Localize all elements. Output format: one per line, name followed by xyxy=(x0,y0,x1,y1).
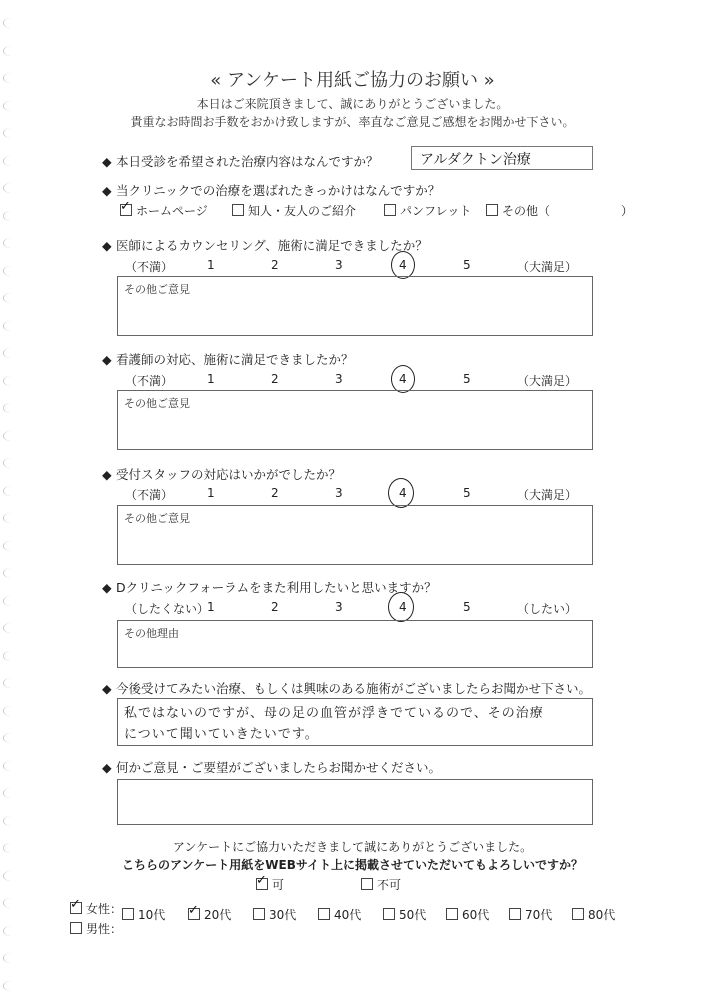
age-60s[interactable]: 60代 xyxy=(446,906,489,923)
scale-3[interactable]: 3 xyxy=(335,600,343,614)
binder-hole-icon xyxy=(3,596,18,606)
checkbox-icon[interactable] xyxy=(383,908,395,920)
binder-hole-icon xyxy=(3,953,18,963)
web-permission-yes[interactable]: ✓可 xyxy=(256,876,284,893)
question-6-text: Dクリニックフォーラムをまた利用したいと思いますか？ xyxy=(116,580,437,595)
q5-comment-label: その他ご意見 xyxy=(124,512,190,525)
binder-hole-icon xyxy=(3,183,18,193)
scale-high-label: （大満足） xyxy=(517,488,578,502)
binder-hole-icon xyxy=(3,706,18,716)
question-3-text: 医師によるカウンセリング、施術に満足できましたか？ xyxy=(116,238,428,253)
q6-comment-box[interactable] xyxy=(117,620,593,668)
selected-circle xyxy=(388,478,414,508)
q3-comment-label: その他ご意見 xyxy=(124,283,190,296)
age-10s[interactable]: 10代 xyxy=(122,906,165,923)
q1-answer: アルダクトン治療 xyxy=(420,152,531,168)
scale-low-label: （したくない） xyxy=(125,602,210,616)
binder-hole-icon xyxy=(3,981,18,991)
binder-hole-icon xyxy=(3,431,18,441)
q8-answer-box[interactable] xyxy=(117,779,593,825)
scale-4[interactable]: 4 xyxy=(399,258,407,272)
diamond-icon: ◆ xyxy=(102,580,112,595)
binder-hole-icon xyxy=(3,816,18,826)
scale-low-label: （不満） xyxy=(125,374,174,388)
question-5-text: 受付スタッフの対応はいかがでしたか？ xyxy=(116,467,342,482)
scale-3[interactable]: 3 xyxy=(335,486,343,500)
scale-3[interactable]: 3 xyxy=(335,258,343,272)
binder-hole-icon xyxy=(3,266,18,276)
binder-hole-icon xyxy=(3,788,18,798)
checkbox-icon[interactable] xyxy=(256,878,268,890)
scale-4[interactable]: 4 xyxy=(399,486,407,500)
option-homepage[interactable]: ✓ホームページ xyxy=(120,202,208,219)
q7-answer-box[interactable] xyxy=(117,698,593,746)
binder-hole-icon xyxy=(3,238,18,248)
scale-low-label: （不満） xyxy=(125,260,174,274)
intro-line-1: 本日はご来院頂きまして、誠にありがとうございました。 xyxy=(196,97,509,111)
checkbox-icon[interactable] xyxy=(486,204,498,216)
diamond-icon: ◆ xyxy=(102,352,112,367)
checkbox-icon[interactable] xyxy=(446,908,458,920)
age-40s[interactable]: 40代 xyxy=(318,906,361,923)
q6-comment-label: その他理由 xyxy=(124,627,179,640)
binder-hole-icon xyxy=(3,761,18,771)
scale-2[interactable]: 2 xyxy=(271,600,279,614)
checkbox-icon[interactable] xyxy=(318,908,330,920)
question-1 xyxy=(102,152,379,170)
binder-hole-icon xyxy=(3,733,18,743)
binder-hole-icon xyxy=(3,678,18,688)
binder-hole-icon xyxy=(3,568,18,578)
diamond-icon: ◆ xyxy=(102,760,112,775)
scale-1[interactable]: 1 xyxy=(207,258,215,272)
age-80s[interactable]: 80代 xyxy=(572,906,615,923)
scale-2[interactable]: 2 xyxy=(271,372,279,386)
checkbox-icon[interactable] xyxy=(509,908,521,920)
question-2 xyxy=(102,181,440,199)
age-30s[interactable]: 30代 xyxy=(253,906,296,923)
question-4-text: 看護師の対応、施術に満足できましたか？ xyxy=(116,352,354,367)
binder-hole-icon xyxy=(3,348,18,358)
binder-hole-icon xyxy=(3,18,18,28)
scale-2[interactable]: 2 xyxy=(271,486,279,500)
age-50s[interactable]: 50代 xyxy=(383,906,426,923)
diamond-icon: ◆ xyxy=(102,183,112,198)
q4-comment-label: その他ご意見 xyxy=(124,397,190,410)
option-referral[interactable]: 知人・友人のご紹介 xyxy=(232,202,356,219)
binder-hole-icon xyxy=(3,376,18,386)
q5-comment-box[interactable] xyxy=(117,505,593,565)
gender-male[interactable]: 男性： xyxy=(70,920,122,937)
checkbox-icon[interactable] xyxy=(70,902,82,914)
scale-low-label: （不満） xyxy=(125,488,174,502)
selected-circle xyxy=(391,365,415,393)
scale-3[interactable]: 3 xyxy=(335,372,343,386)
checkbox-icon[interactable] xyxy=(361,878,373,890)
binder-hole-icon xyxy=(3,211,18,221)
diamond-icon: ◆ xyxy=(102,238,112,253)
binder-hole-icon xyxy=(3,46,18,56)
checkbox-icon[interactable] xyxy=(120,204,132,216)
binder-hole-icon xyxy=(3,458,18,468)
q7-answer-line-1: 私ではないのですが、母の足の血管が浮きでているので、その治療 xyxy=(124,706,544,721)
checkbox-icon[interactable] xyxy=(253,908,265,920)
scale-high-label: （大満足） xyxy=(517,260,578,274)
binder-hole-icon xyxy=(3,293,18,303)
diamond-icon: ◆ xyxy=(102,681,112,696)
binder-hole-icon xyxy=(3,651,18,661)
checkbox-icon[interactable] xyxy=(384,204,396,216)
diamond-icon: ◆ xyxy=(102,467,112,482)
scale-high-label: （したい） xyxy=(517,602,578,616)
age-70s[interactable]: 70代 xyxy=(509,906,552,923)
diamond-icon: ◆ xyxy=(102,154,112,169)
binder-hole-icon xyxy=(3,486,18,496)
binder-hole-icon xyxy=(3,513,18,523)
option-pamphlet[interactable]: パンフレット xyxy=(384,202,471,219)
checkbox-icon[interactable] xyxy=(70,922,82,934)
q3-comment-box[interactable] xyxy=(117,276,593,336)
checkbox-icon[interactable] xyxy=(572,908,584,920)
closing-thanks: アンケートにご協力いただきまして誠にありがとうございました。 xyxy=(172,840,533,854)
selected-circle xyxy=(388,592,414,622)
question-7 xyxy=(102,679,591,697)
checkbox-icon[interactable] xyxy=(188,908,200,920)
scale-5[interactable]: 5 xyxy=(463,258,471,272)
binder-hole-icon xyxy=(3,403,18,413)
q4-comment-box[interactable] xyxy=(117,390,593,450)
option-other[interactable]: その他（ xyxy=(486,202,550,219)
binder-hole-icon xyxy=(3,623,18,633)
question-2-text: 当クリニックでの治療を選ばれたきっかけはなんですか？ xyxy=(116,183,441,198)
question-5 xyxy=(102,465,341,483)
question-4 xyxy=(102,350,354,368)
scale-5[interactable]: 5 xyxy=(463,486,471,500)
binder-hole-icon xyxy=(3,321,18,331)
scale-1[interactable]: 1 xyxy=(207,486,215,500)
age-20s[interactable]: ✓ 20代 xyxy=(188,906,231,923)
scale-high-label: （大満足） xyxy=(517,374,578,388)
binder-hole-icon xyxy=(3,898,18,908)
binder-hole-icon xyxy=(3,926,18,936)
question-6 xyxy=(102,578,437,596)
web-permission-no[interactable]: 不可 xyxy=(361,876,401,893)
closing-web-question: こちらのアンケート用紙をWEBサイト上に掲載させていただいてもよろしいですか？ xyxy=(121,858,584,872)
scale-5[interactable]: 5 xyxy=(463,372,471,386)
gender-female[interactable]: ✓女性： xyxy=(70,900,122,917)
question-8-text: 何かご意見・ご要望がございましたらお聞かせください。 xyxy=(116,760,442,775)
question-1-text: 本日受診を希望された治療内容はなんですか？ xyxy=(116,154,379,169)
page-title: « アンケート用紙ご協力のお願い » xyxy=(210,70,495,91)
scale-2[interactable]: 2 xyxy=(271,258,279,272)
scale-5[interactable]: 5 xyxy=(463,600,471,614)
question-7-text: 今後受けてみたい治療、もしくは興味のある施術がございましたらお聞かせ下さい。 xyxy=(116,681,592,696)
scale-1[interactable]: 1 xyxy=(207,600,215,614)
checkbox-icon[interactable] xyxy=(122,908,134,920)
q1-answer-box[interactable] xyxy=(411,146,593,170)
intro-line-2: 貴重なお時間お手数をおかけ致しますが、率直なご意見ご感想をお聞かせ下さい。 xyxy=(130,115,575,129)
binder-hole-icon xyxy=(3,156,18,166)
scale-4[interactable]: 4 xyxy=(399,600,407,614)
binder-hole-icon xyxy=(3,541,18,551)
question-3 xyxy=(102,236,428,254)
selected-circle xyxy=(391,251,415,279)
question-8 xyxy=(102,758,441,776)
checkbox-icon[interactable] xyxy=(232,204,244,216)
scale-1[interactable]: 1 xyxy=(207,372,215,386)
q7-answer-line-2: について聞いていきたいです。 xyxy=(124,727,319,742)
option-other-close: ） xyxy=(621,204,634,218)
scale-4[interactable]: 4 xyxy=(399,372,407,386)
